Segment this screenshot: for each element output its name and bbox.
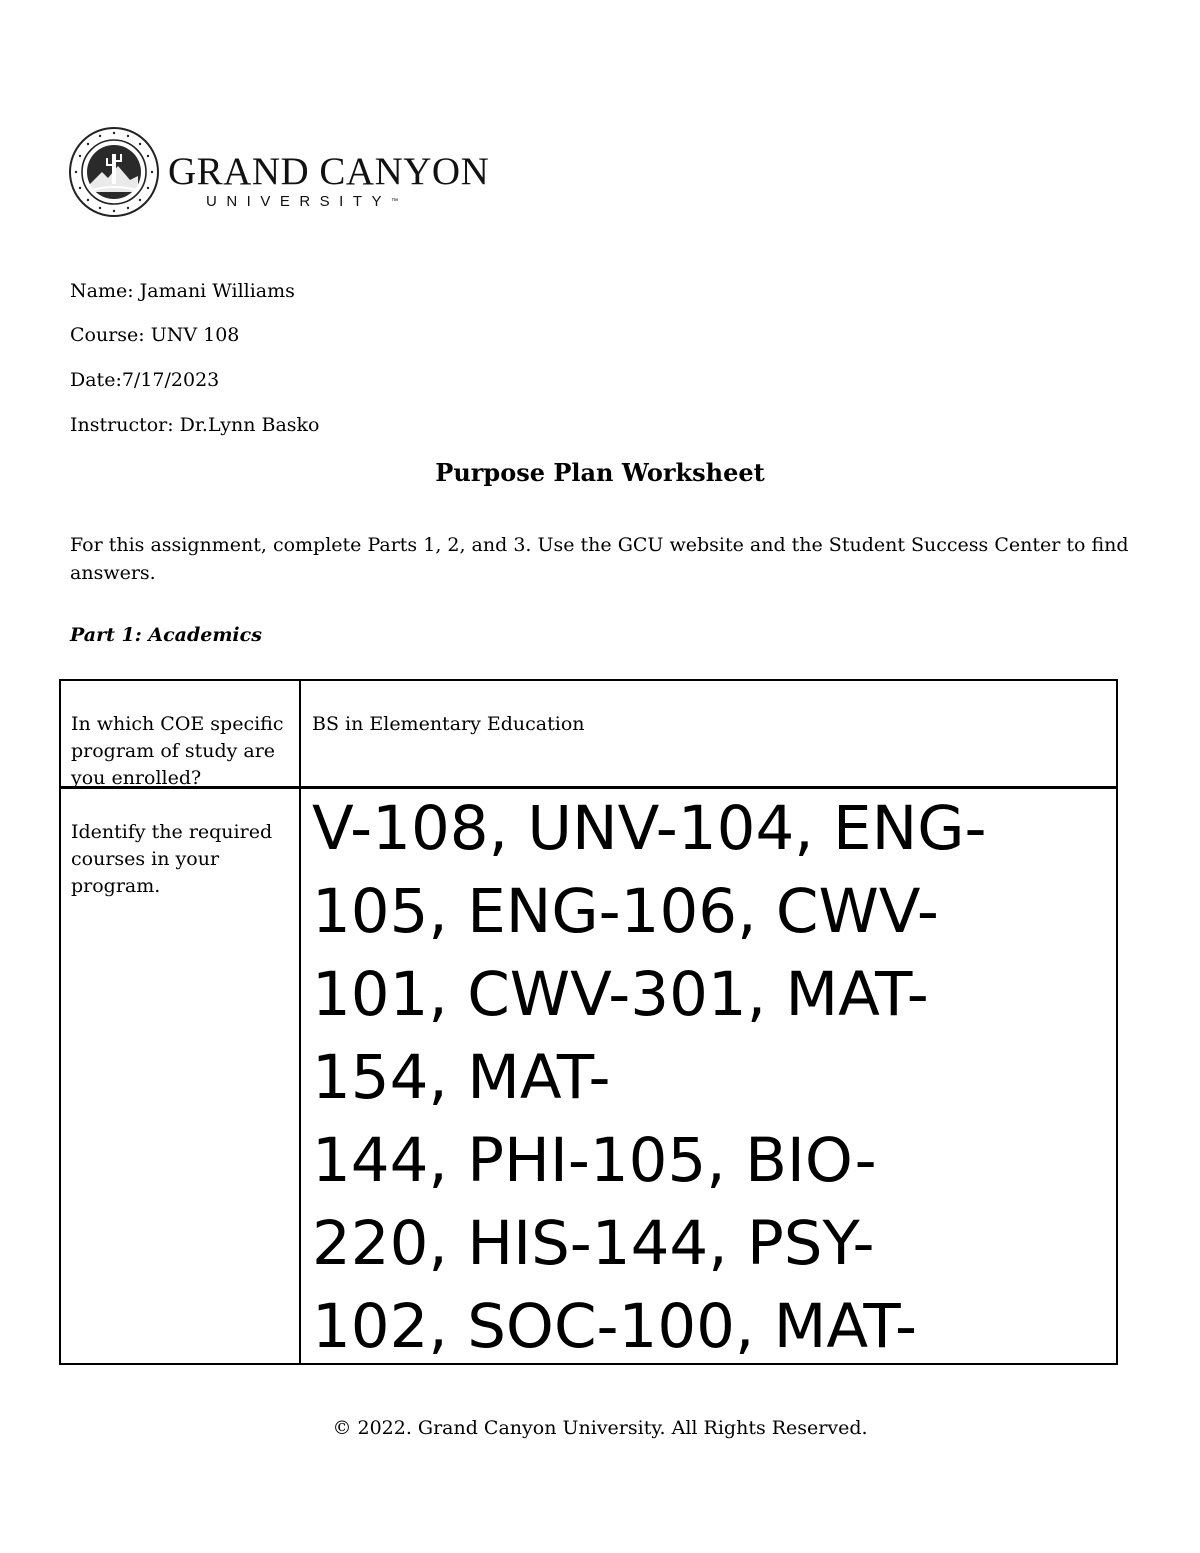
university-logo (68, 126, 488, 218)
submission-date: Date:7/17/2023 (70, 369, 220, 391)
column-divider (299, 681, 301, 786)
logo-wordmark (168, 152, 489, 212)
course-line: 102, SOC-100, MAT- (312, 1291, 918, 1362)
instructor-name: Instructor: Dr.Lynn Basko (70, 414, 320, 436)
column-divider (299, 789, 301, 1365)
course-line: 154, MAT- (312, 1042, 611, 1113)
part1-heading: Part 1: Academics (70, 624, 262, 646)
course-line: V-108, UNV-104, ENG- (312, 793, 987, 864)
academics-table (59, 679, 1118, 1365)
required-courses-answer (312, 789, 1112, 1365)
table-row (61, 681, 1116, 789)
logo-trademark: ™ (391, 198, 399, 205)
copyright-footer: © 2022. Grand Canyon University. All Rights Reserved. (332, 1417, 868, 1439)
assignment-instructions: For this assignment, complete Parts 1, 2, and 3. Use the GCU website and the Student Success Center to find answers. (70, 534, 1129, 584)
course-line: 220, HIS-144, PSY- (312, 1208, 875, 1279)
course-line: 144, PHI-105, BIO- (312, 1125, 877, 1196)
logo-name: GRAND CANYON (168, 150, 490, 193)
answer-cell: BS in Elementary Education (312, 713, 585, 735)
question-cell: In which COE specific program of study are you enrolled? (71, 713, 284, 789)
course-line: 101, CWV-301, MAT- (312, 959, 929, 1030)
question-cell: Identify the required courses in your program. (71, 821, 273, 897)
student-name: Name: Jamani Williams (70, 280, 295, 302)
logo-subtitle-text: UNIVERSITY (206, 193, 392, 210)
logo-subtitle (206, 192, 489, 212)
university-seal-icon (68, 126, 160, 218)
table-row (61, 789, 1116, 1365)
document-title: Purpose Plan Worksheet (435, 458, 765, 487)
course-code: Course: UNV 108 (70, 324, 240, 346)
course-line: 105, ENG-106, CWV- (312, 876, 939, 947)
